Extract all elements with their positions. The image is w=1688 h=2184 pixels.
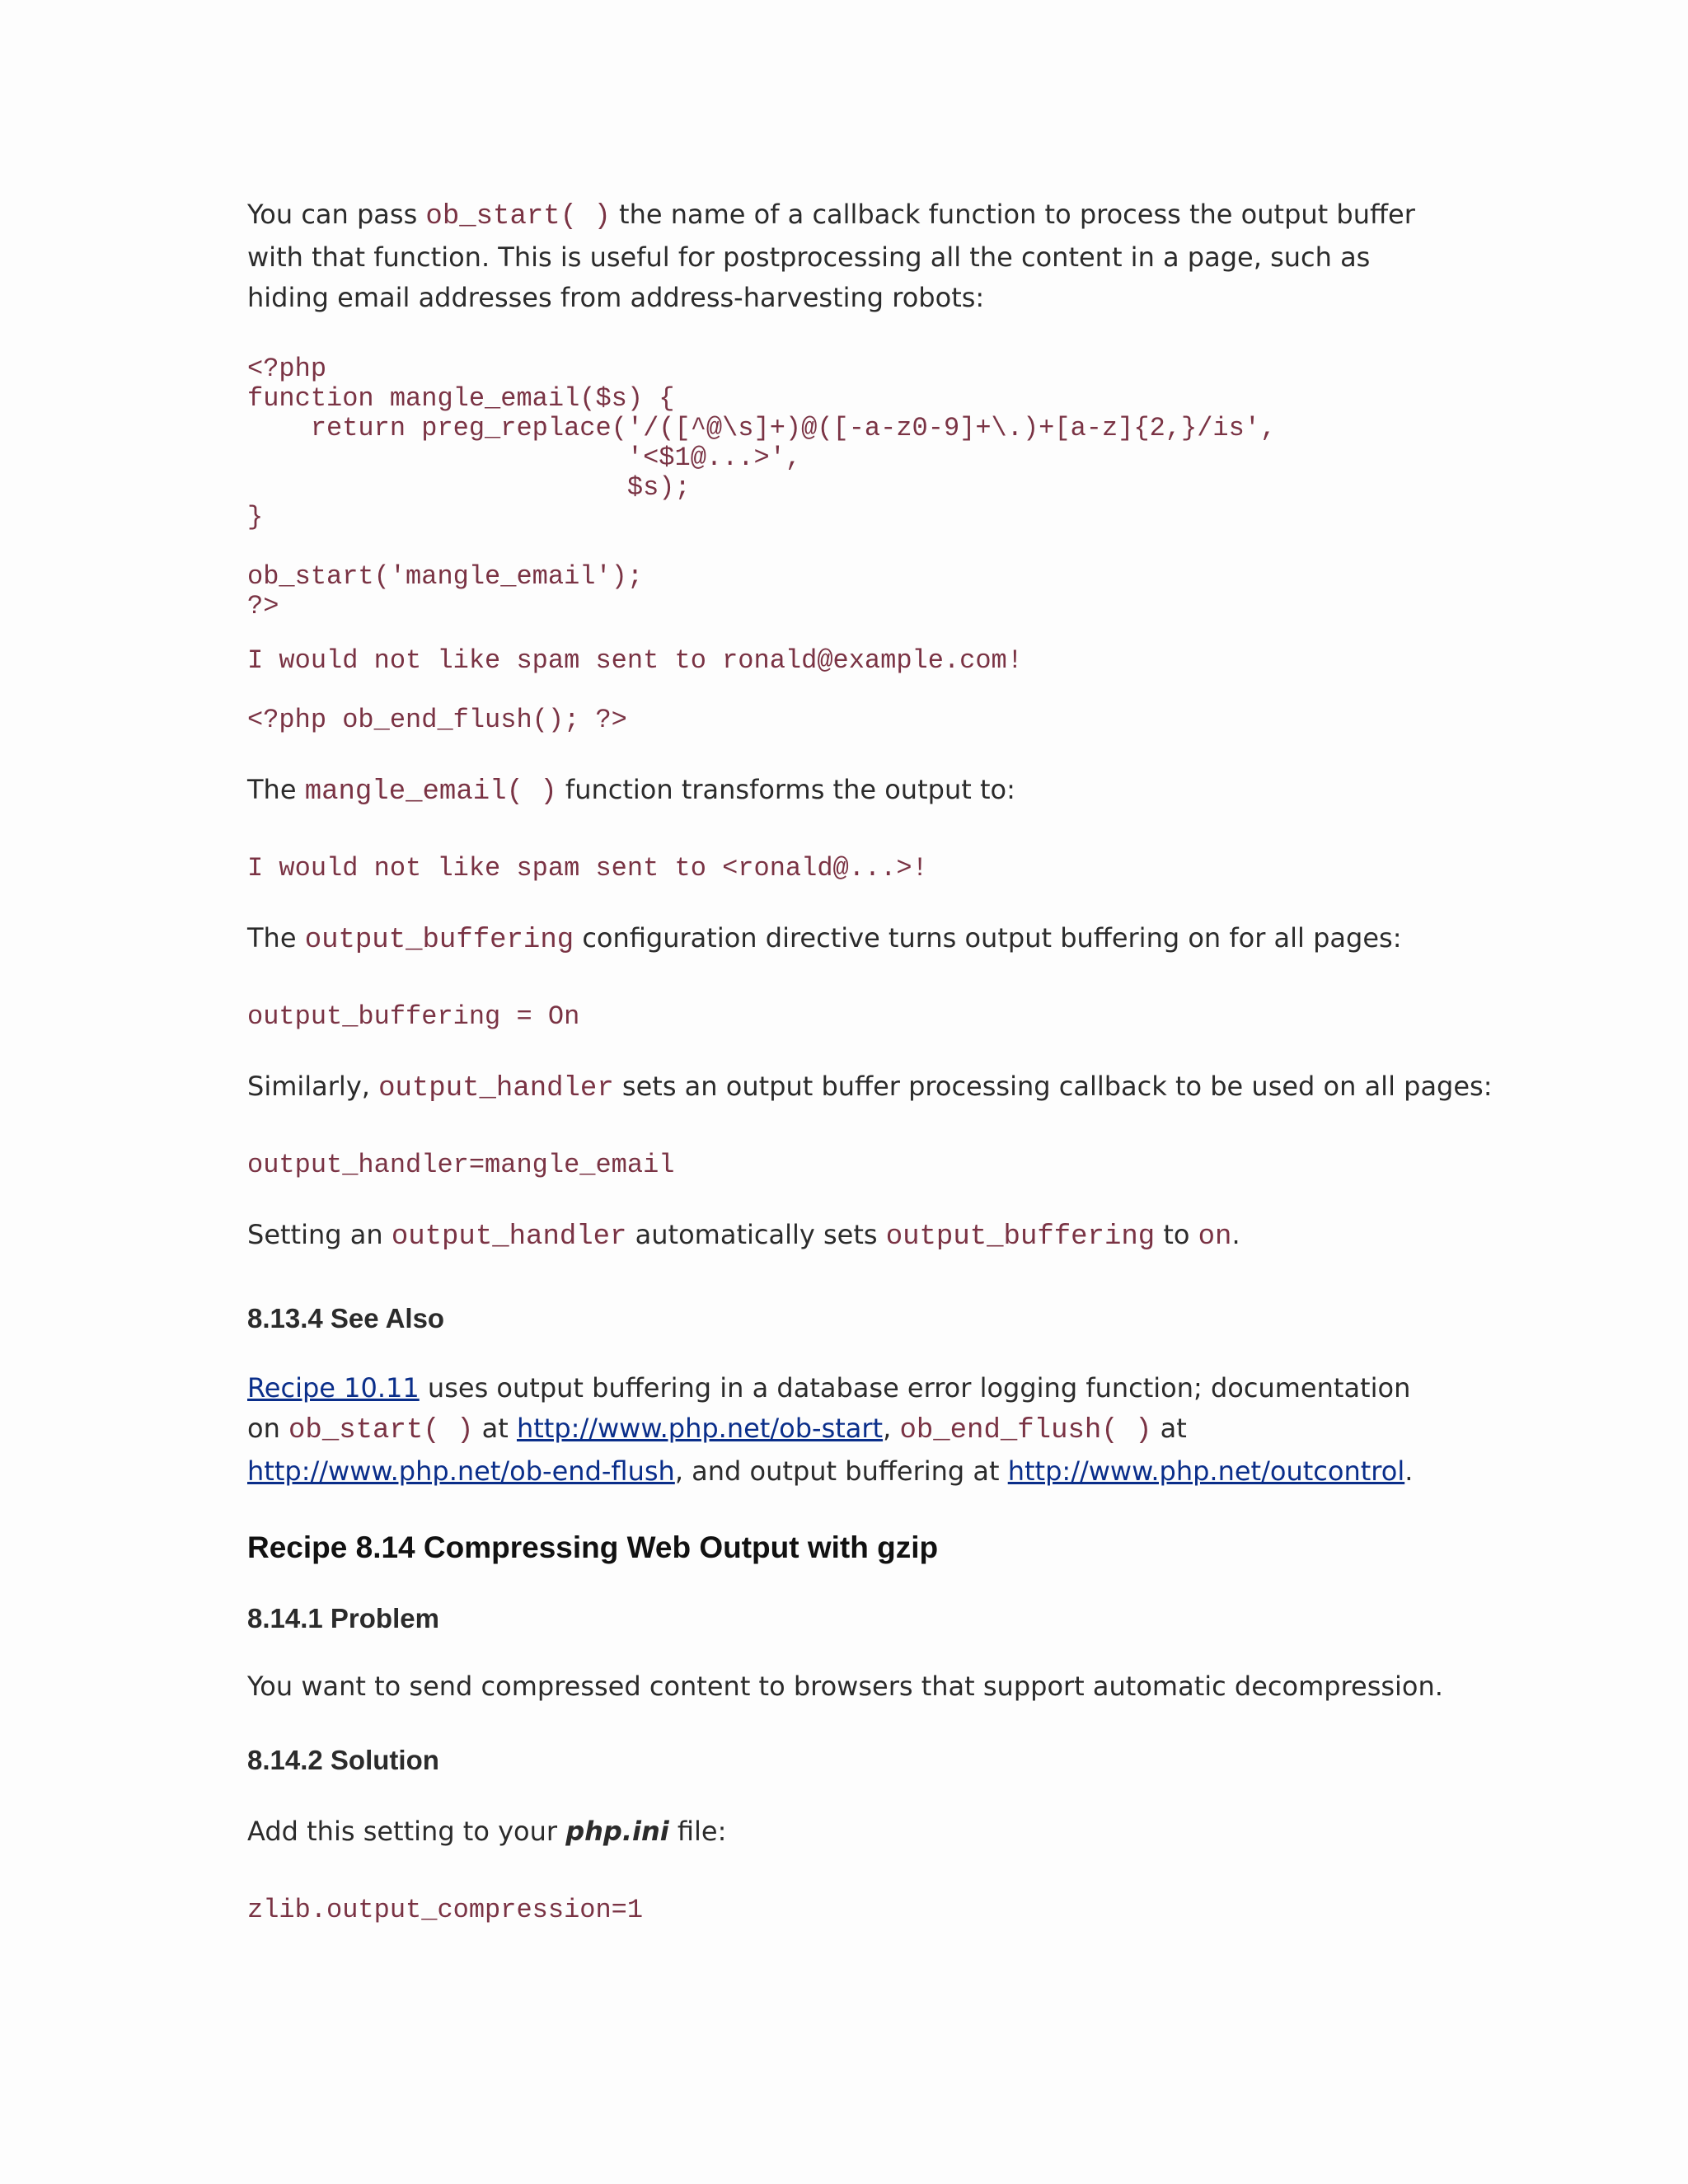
solution-paragraph: Add this setting to your php.ini file: <box>247 1816 727 1847</box>
inline-code: output_buffering <box>885 1221 1156 1253</box>
inline-code: mangle_email( ) <box>304 776 557 808</box>
setting-handler-paragraph: Setting an output_handler automatically sets output_buffering to on. <box>247 1219 1240 1253</box>
ob-start-link[interactable]: http://www.php.net/ob-start <box>516 1413 884 1444</box>
code-block-sample-text: I would not like spam sent to ronald@example.com! <box>247 645 1023 676</box>
problem-heading: 8.14.1 Problem <box>247 1603 439 1633</box>
see-also-paragraph: Recipe 10.11 uses output buffering in a database error logging function; documentation on ob_start( ) at http://www.php.net/ob-start, ob_end_flush( ) at http://www.php.net/ob-end-flush, and output buffering at http://www.php.net/outcontrol. <box>247 1372 1414 1487</box>
inline-code: ob_start( ) <box>425 201 611 232</box>
inline-code: output_buffering <box>304 925 574 956</box>
inline-code: output_handler <box>378 1073 614 1104</box>
intro-paragraph: You can pass ob_start( ) the name of a callback function to process the output buffer with that function. This is useful for postprocessing all the content in a page, such as hiding email addresses from address-harvesting robots: <box>247 199 1415 313</box>
problem-paragraph: You want to send compressed content to browsers that support automatic decompression. <box>247 1671 1443 1702</box>
filename: php.ini <box>565 1816 669 1847</box>
inline-code: output_handler <box>391 1221 627 1253</box>
code-block-output-handler: output_handler=mangle_email <box>247 1150 675 1180</box>
mangle-email-paragraph: The mangle_email( ) function transforms the output to: <box>247 774 1015 808</box>
inline-code: on <box>1198 1221 1232 1253</box>
output-buffering-paragraph: The output_buffering configuration directive turns output buffering on for all pages: <box>247 922 1402 956</box>
see-also-heading: 8.13.4 See Also <box>247 1303 445 1333</box>
inline-code: ob_end_flush( ) <box>899 1415 1152 1446</box>
solution-heading: 8.14.2 Solution <box>247 1745 439 1775</box>
recipe-title: Recipe 8.14 Compressing Web Output with gzip <box>247 1530 939 1564</box>
inline-code: ob_start( ) <box>288 1415 474 1446</box>
ob-end-flush-link[interactable]: http://www.php.net/ob-end-flush <box>247 1455 675 1487</box>
outcontrol-link[interactable]: http://www.php.net/outcontrol <box>1007 1455 1405 1487</box>
code-block-output-buffering: output_buffering = On <box>247 1001 580 1032</box>
code-block-output: I would not like spam sent to <ronald@...>! <box>247 853 928 883</box>
recipe-10-11-link[interactable]: Recipe 10.11 <box>247 1372 420 1404</box>
code-block-end-flush: <?php ob_end_flush(); ?> <box>247 705 627 735</box>
code-block-mangle-email: <?php function mangle_email($s) { return preg_replace('/([^@\s]+)@([-a-z0-9]+\.)+[a-z]{2,}/is', '<$1@...>', $s); } ob_start('mangle_email'); ?> <box>247 354 1277 621</box>
code-block-zlib: zlib.output_compression=1 <box>247 1895 644 1925</box>
output-handler-paragraph: Similarly, output_handler sets an output buffer processing callback to be used on all pages: <box>247 1071 1493 1104</box>
